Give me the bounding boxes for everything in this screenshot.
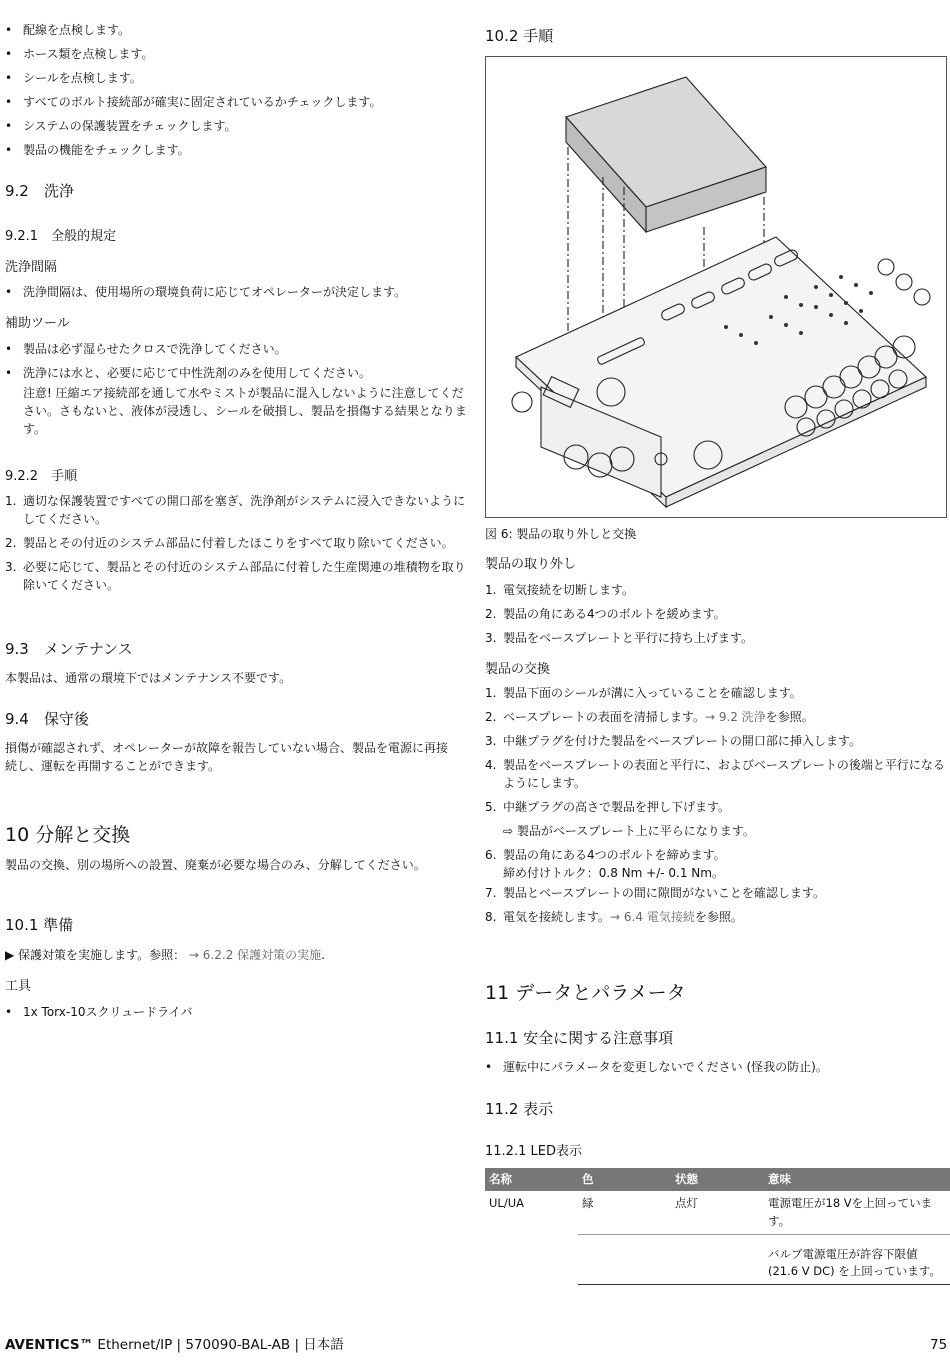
table-row — [485, 1191, 950, 1234]
heading-9-3: 9.3 メンテナンス — [5, 640, 133, 658]
heading-10: 10 分解と交換 — [5, 824, 131, 846]
result-item: ⇨ 製品がベースプレート上に平らになります。 — [503, 824, 755, 838]
list-item: 8. 電気を接続します。→ 6.4 電気接続を参照。 — [485, 910, 743, 924]
tools2-bullet: • 1x Torx-10スクリュードライバ — [5, 1003, 467, 1021]
heading-10-2: 10.2 手順 — [485, 27, 554, 45]
led-table-wrap — [485, 1168, 950, 1285]
cell-state: 点灯 — [675, 1196, 698, 1211]
result-arrow-icon: ⇨ — [503, 824, 517, 838]
heading-11: 11 データとパラメータ — [485, 982, 686, 1004]
prep-line: ▶ 保護対策を実施します。参照： → 6.2.2 保護対策の実施. — [5, 948, 325, 962]
col-header-meaning: 意味 — [764, 1168, 950, 1191]
list-item: • シールを点検します。 — [5, 69, 467, 87]
list-item: 2. 製品とその付近のシステム部品に付着したほこりをすべて取り除いてください。 — [5, 536, 454, 550]
list-item: 3. 中継プラグを付けた製品をベースプレートの開口部に挿入します。 — [485, 734, 861, 748]
cell-color: 緑 — [582, 1196, 594, 1211]
figure-product-removal — [485, 56, 947, 518]
list-item: • すべてのボルト接続部が確実に固定されているかチェックします。 — [5, 93, 467, 111]
table-row — [485, 1234, 950, 1242]
interval-title: 洗浄間隔 — [5, 260, 58, 275]
list-item: 1. 電気接続を切断します。 — [485, 583, 635, 597]
para-9-3: 本製品は、通常の環境下ではメンテナンス不要です。 — [5, 671, 292, 685]
bullets-top — [5, 21, 467, 165]
interval-bullet: • 洗浄間隔は、使用場所の環境負荷に応じてオペレーターが決定します。 — [5, 283, 467, 301]
electrical-link[interactable]: → 6.4 電気接続 — [610, 910, 695, 924]
tools-title: 補助ツール — [5, 316, 70, 331]
heading-9-4: 9.4 保守後 — [5, 710, 89, 728]
footer — [5, 1335, 344, 1355]
safety-bullet: • 運転中にパラメータを変更しないでください (怪我の防止)。 — [485, 1058, 947, 1076]
heading-9-2: 9.2 洗浄 — [5, 182, 74, 200]
heading-11-1: 11.1 安全に関する注意事項 — [485, 1029, 674, 1047]
list-item: • システムの保護装置をチェックします。 — [5, 117, 467, 135]
replace-title: 製品の交換 — [485, 662, 551, 677]
cell-meaning-1: 電源電圧が18 Vを上回っています。 — [768, 1196, 933, 1228]
list-item: 2. ベースプレートの表面を清掃します。→ 9.2 洗浄を参照。 — [485, 710, 814, 724]
led-table — [485, 1168, 950, 1285]
heading-10-1: 10.1 準備 — [5, 916, 74, 934]
figure-caption: 図 6: 製品の取り外しと交換 — [485, 527, 637, 541]
list-item: 1. 適切な保護装置ですべての開口部を塞ぎ、洗浄剤がシステムに浸入できないようにしてください。 — [5, 494, 466, 526]
replace-list — [485, 684, 947, 932]
list-item: 3. 製品をベースプレートと平行に持ち上げます。 — [485, 631, 753, 645]
heading-11-2-1: 11.2.1 LED表示 — [485, 1144, 582, 1159]
heading-9-2-2: 9.2.2 手順 — [5, 469, 78, 484]
table-header-row — [485, 1168, 950, 1191]
table-row — [485, 1242, 950, 1285]
cleaning-link[interactable]: → 9.2 洗浄 — [704, 710, 766, 724]
remove-list — [485, 581, 947, 653]
heading-9-2-1: 9.2.1 全般的規定 — [5, 229, 117, 244]
list-item: 6. 製品の角にある4つのボルトを締めます。 締め付けトルク：0.8 Nm +/- 0.1 Nm。 — [485, 848, 726, 880]
heading-11-2: 11.2 表示 — [485, 1100, 554, 1118]
product-illustration — [486, 57, 946, 517]
list-item: • 配線を点検します。 — [5, 21, 467, 39]
list-item: • 製品の機能をチェックします。 — [5, 141, 467, 159]
col-header-state: 状態 — [671, 1168, 764, 1191]
list-item: • ホース類を点検します。 — [5, 45, 467, 63]
list-item: 2. 製品の角にある4つのボルトを緩めます。 — [485, 607, 726, 621]
tools-bullet-2: • 洗浄には水と、必要に応じて中性洗剤のみを使用してください。 — [5, 364, 467, 382]
para-10: 製品の交換、別の場所への設置、廃棄が必要な場合のみ、分解してください。 — [5, 858, 426, 872]
list-item: 1. 製品下面のシールが溝に入っていることを確認します。 — [485, 686, 802, 700]
para-9-4: 損傷が確認されず、オペレーターが故障を報告していない場合、製品を電源に再接続し、運転を再開することができます。 — [5, 741, 449, 773]
cell-meaning-2: バルブ電源電圧が許容下限値(21.6 V DC) を上回っています。 — [764, 1242, 950, 1285]
col-header-name: 名称 — [485, 1168, 578, 1191]
steps-list — [5, 492, 467, 600]
arrow-right-icon: ▶ — [5, 948, 19, 962]
footer-doc: Ethernet/IP | 570090-BAL-AB | 日本語 — [93, 1337, 344, 1353]
tools-bullet-1: • 製品は必ず湿らせたクロスで洗浄してください。 — [5, 340, 467, 358]
remove-title: 製品の取り外し — [485, 557, 577, 572]
tools-note: 注意! 圧縮エア接続部を通して水やミストが製品に混入しないように注意してください。さもないと、液体が浸透し、シールを破損し、製品を損傷する結果となります。 — [23, 386, 467, 436]
page-number: 75 — [930, 1337, 948, 1353]
footer-brand: AVENTICS™ — [5, 1337, 94, 1353]
list-item: 3. 必要に応じて、製品とその付近のシステム部品に付着した生産関連の堆積物を取り除いてください。 — [5, 560, 466, 592]
col-header-color: 色 — [578, 1168, 671, 1191]
list-item: 4. 製品をベースプレートの表面と平行に、およびベースプレートの後端と平行になるようにします。 — [485, 758, 945, 790]
prep-link[interactable]: → 6.2.2 保護対策の実施 — [188, 948, 322, 962]
cell-name: UL/UA — [489, 1196, 524, 1211]
list-item: 7. 製品とベースプレートの間に隙間がないことを確認します。 — [485, 886, 825, 900]
tools2-title: 工具 — [5, 979, 32, 994]
list-item: 5. 中継プラグの高さで製品を押し下げます。 — [485, 800, 731, 814]
